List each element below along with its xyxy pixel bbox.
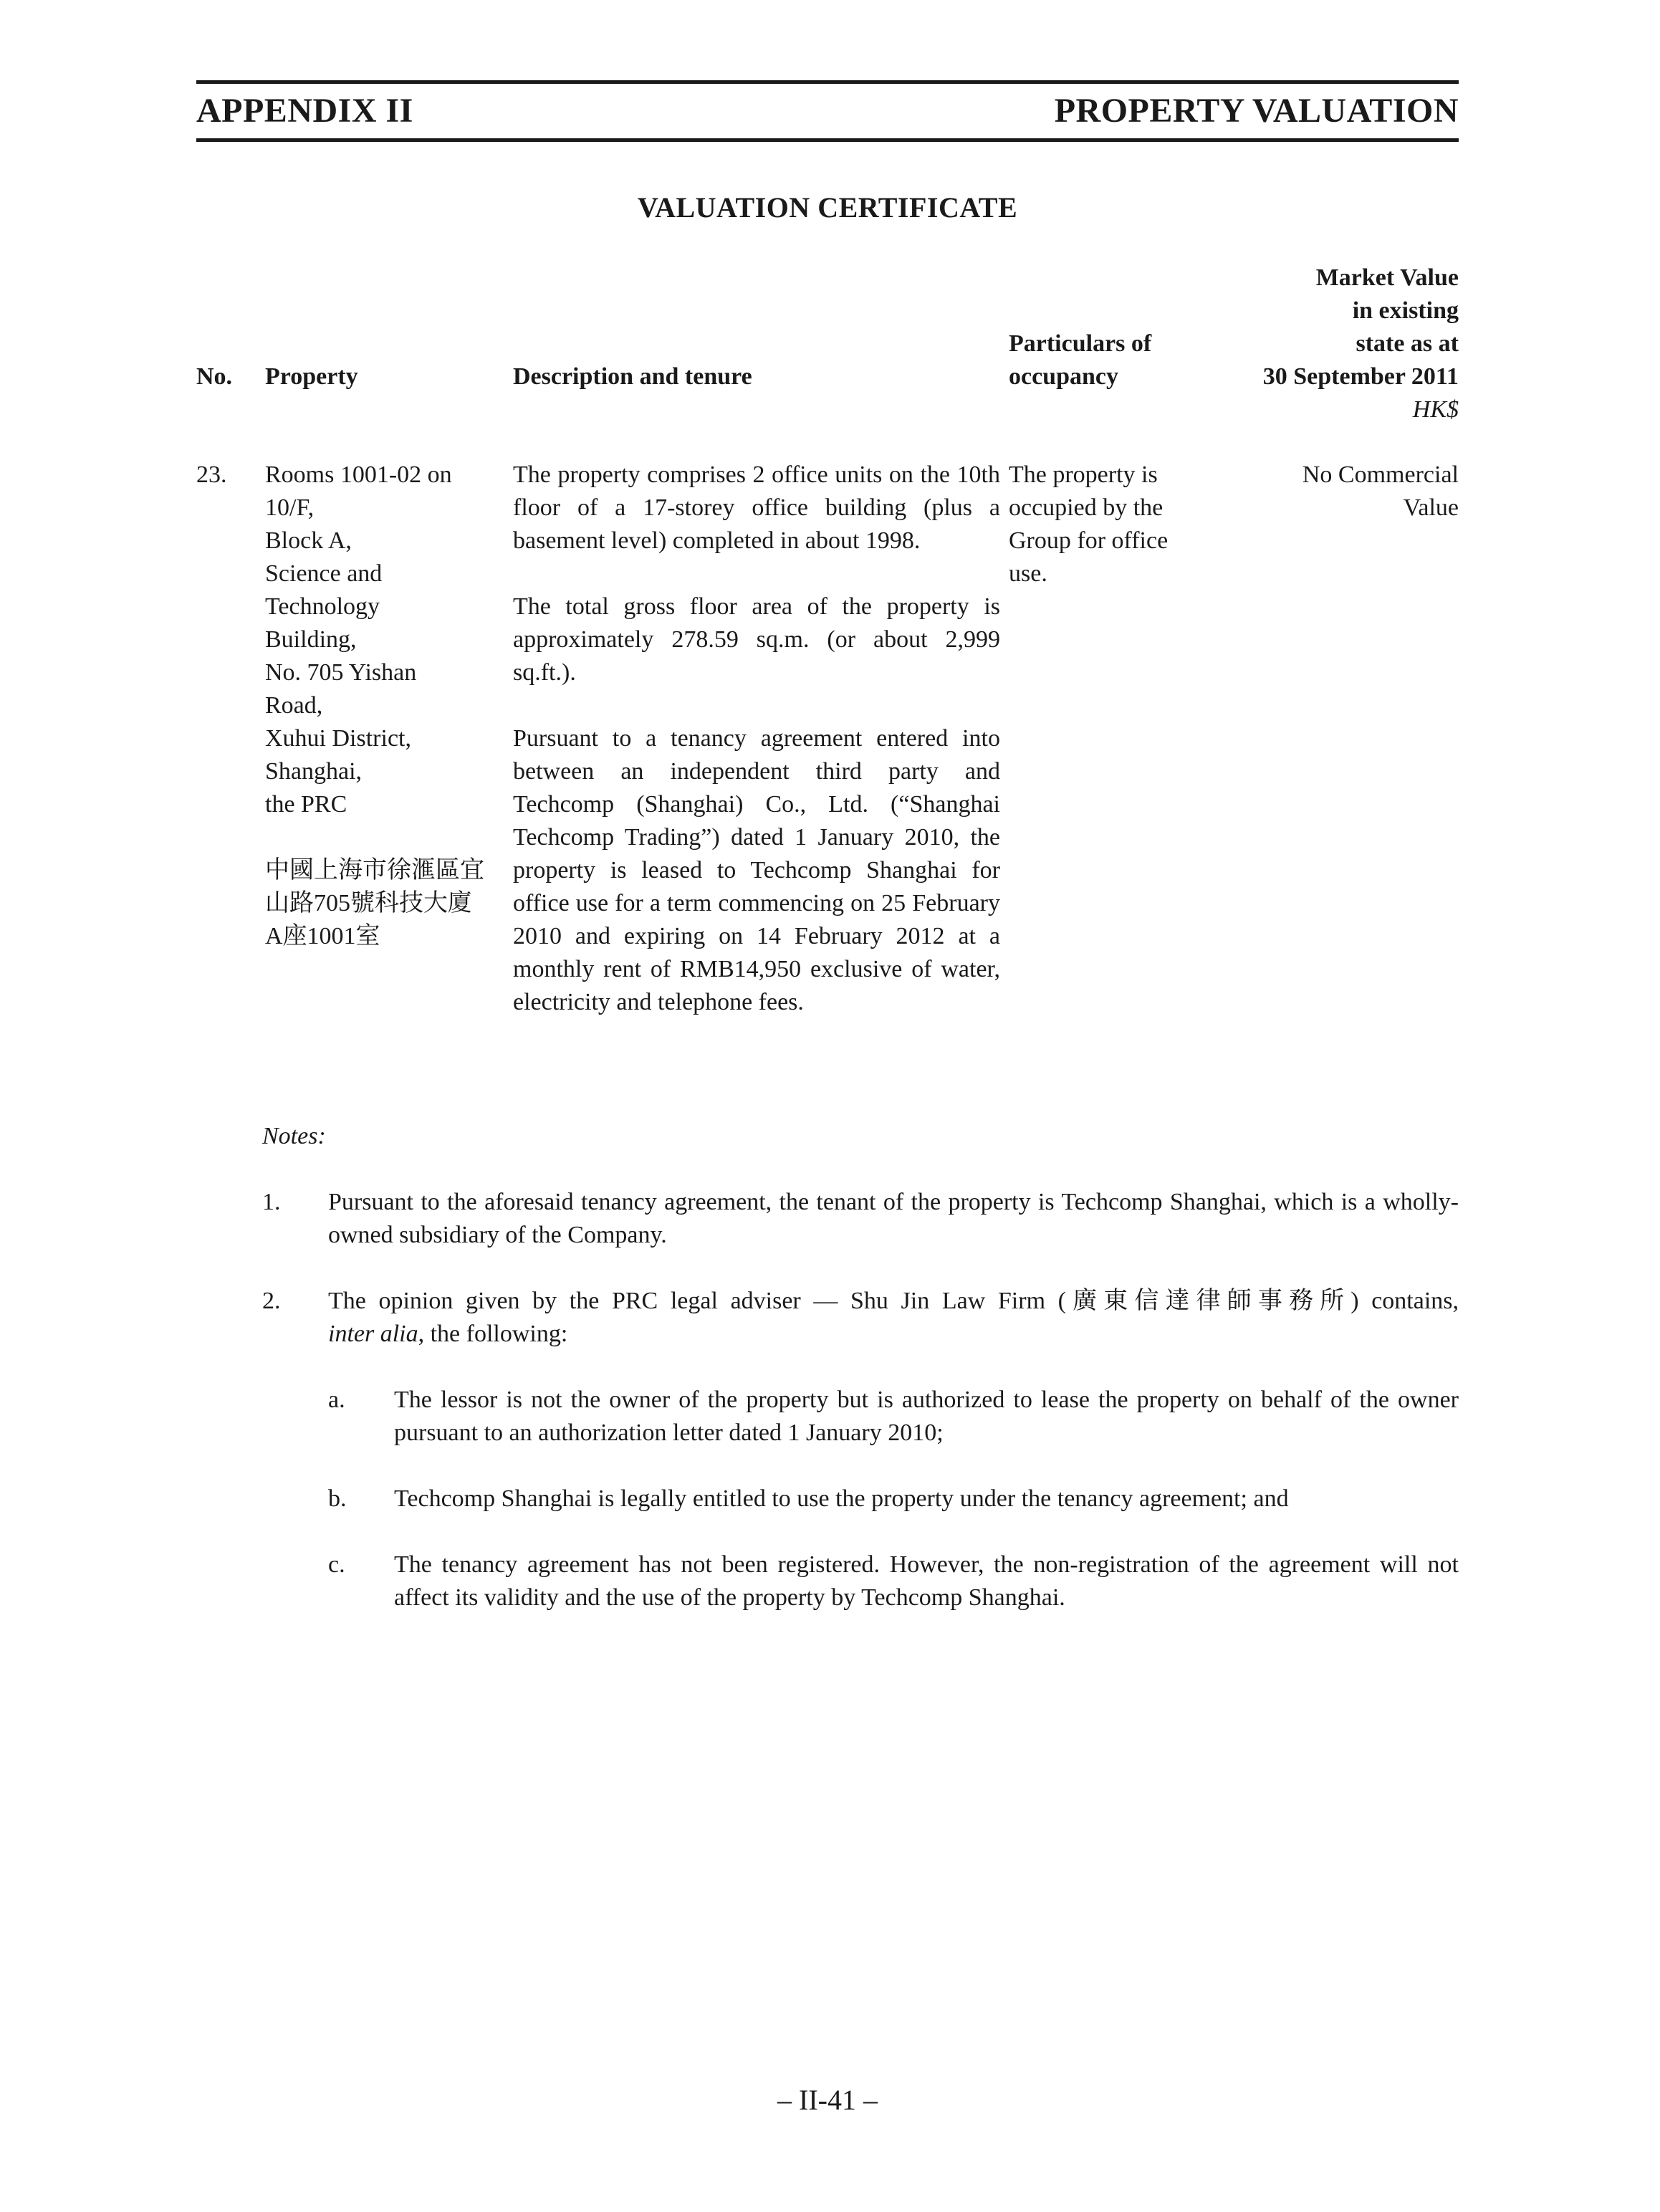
- page-number: – II-41 –: [777, 2084, 878, 2116]
- document-page: APPENDIX II PROPERTY VALUATION VALUATION CERTIFICATE No. Property Description and tenure Particulars of occupancy Market Value in existing state as at 30 September 2011 HK$ 23. Rooms 1001-02 on 10/F, Block A, Science and Technology Building, No. 705 Yishan Road, Xuhui District, Shanghai, the PRC 中國上海市徐滙區宜 山路705號科技大廈 A座1001室 The property comprises 2 office units on the 10th floor of a 17-storey office building (plus a basement level) completed in about 1998. The total gross floor area of the property is approximately 278.59 sq.m. (or about 2,999 sq.ft.). Pursuant to a tenancy agreement entered into between an independent third party and Techcomp (Shanghai) Co., Ltd. (“Shanghai Techcomp Trading”) dated 1 January 2010, the property is leased to Techcomp Shanghai for office use for a term commencing on 25 February 2010 and expiring on 14 February 2012 at a monthly rent of RMB14,950 exclusive of water, electricity and telephone fees. The property is occupied by the Group for office use. No Commercial Value Notes: 1. Pursuant to the aforesaid tenancy agreement, the tenant of the property is Techcomp Shanghai, which is a wholly-owned subsidiary of the Company. 2. The opinion given by the PRC legal adviser — Shu Jin Law Firm (廣東信達律師事務所) contains, inter alia, the following: a. The lessor is not the owner of the property but is authorized to lease the property on behalf of the owner pursuant to an authorization letter dated 1 January 2010; b. Techcomp Shanghai is legally entitled to use the property under the tenancy agreement; and c. The tenancy agreement has not been registered. However, the non-registration of the agreement will not affect its validity and the use of the property by Techcomp Shanghai. – II-41 –: [0, 0, 1660, 2212]
- col-header-property: Property: [265, 363, 358, 390]
- header-rule-top: [196, 80, 1459, 84]
- description-paragraph: The total gross floor area of the property is approximately 278.59 sq.m. (or about 2,999 sq.ft.).: [513, 593, 1000, 686]
- section-title: PROPERTY VALUATION: [1054, 92, 1459, 130]
- certificate-title: VALUATION CERTIFICATE: [637, 191, 1018, 224]
- description-paragraph: The property comprises 2 office units on the 10th floor of a 17-storey office building (plus a basement level) completed in about 1998.: [513, 461, 1000, 554]
- col-header-description: Description and tenure: [513, 363, 752, 390]
- property-address: Rooms 1001-02 on 10/F, Block A, Science and Technology Building, No. 705 Yishan Road, Xuhui District, Shanghai, the PRC 中國上海市徐滙區宜 山路705號科技大廈 A座1001室: [265, 459, 502, 953]
- appendix-label: APPENDIX II: [196, 92, 413, 130]
- note-number: 1.: [262, 1189, 281, 1215]
- property-address-chinese: 中國上海市徐滙區宜 山路705號科技大廈 A座1001室: [265, 857, 484, 949]
- notes-heading: Notes:: [262, 1123, 326, 1149]
- currency-label: HK$: [1412, 396, 1459, 423]
- header-rule-bottom: [196, 138, 1459, 142]
- note-text: The opinion given by the PRC legal adviser — Shu Jin Law Firm (廣東信達律師事務所) contains, inter alia, the following:: [328, 1288, 1459, 1347]
- col-header-market-value: Market Value in existing state as at 30 September 2011 HK$: [1204, 262, 1459, 426]
- market-value: No Commercial Value: [1302, 461, 1459, 521]
- note-text: Pursuant to the aforesaid tenancy agreement, the tenant of the property is Techcomp Shanghai, which is a wholly-owned subsidiary of the Company.: [328, 1189, 1459, 1248]
- occupancy-details: The property is occupied by the Group for office use.: [1009, 461, 1169, 587]
- italic-phrase: inter alia: [328, 1321, 418, 1347]
- description-paragraph: Pursuant to a tenancy agreement entered into between an independent third party and Techcomp (Shanghai) Co., Ltd. (“Shanghai Techcomp Trading”) dated 1 January 2010, the property is leased to Techcomp Shanghai for office use for a term commencing on 25 February 2010 and expiring on 14 February 2012 at a monthly rent of RMB14,950 exclusive of water, electricity and telephone fees.: [513, 725, 1000, 1015]
- row-number: 23.: [196, 461, 227, 488]
- col-header-occupancy: Particulars of occupancy: [1009, 330, 1152, 390]
- col-header-no: No.: [196, 363, 233, 390]
- note-number: 2.: [262, 1288, 281, 1314]
- description-tenure: [513, 459, 1000, 1052]
